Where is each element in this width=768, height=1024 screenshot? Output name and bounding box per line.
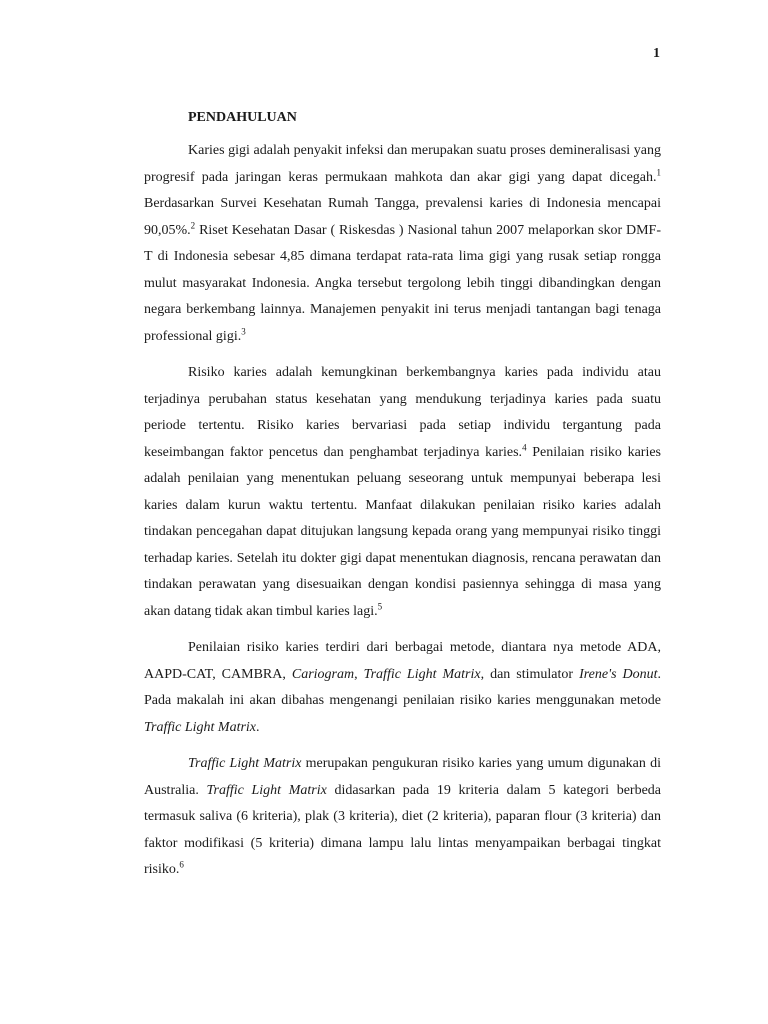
paragraphs-container — [144, 138, 661, 884]
italic-term: Traffic Light Matrix — [188, 756, 302, 771]
document-body — [144, 108, 661, 894]
paragraph-text: Risiko karies adalah kemungkinan berkembangnya karies pada individu atau terjadinya perubahan status kesehatan yang mendukung terjadinya karies pada suatu periode tertentu. Risiko karies bervariasi pada setiap individu tergantung pada keseimbangan faktor pencetus dan penghambat terjadinya karies. — [144, 365, 661, 460]
paragraph-text: . — [256, 719, 260, 735]
italic-term: Traffic Light Matrix — [206, 782, 327, 798]
footnote-reference: 3 — [241, 325, 246, 336]
paragraph-text: Karies gigi adalah penyakit infeksi dan merupakan suatu proses demineralisasi yang progresif pada jaringan keras permukaan mahkota dan akar gigi yang dapat dicegah. — [144, 143, 661, 185]
footnote-reference: 1 — [656, 166, 661, 177]
paragraph-text: . Pada makalah ini akan dibahas mengenangi penilaian risiko karies menggunakan metode — [144, 666, 662, 708]
paragraph-text: , — [354, 666, 364, 682]
paragraph-text: , dan stimulator — [480, 666, 580, 682]
paragraph-text: merupakan pengukuran risiko karies yang umum digunakan di Australia. — [144, 756, 661, 798]
italic-term: Cariogram — [291, 666, 355, 682]
body-paragraph — [144, 635, 661, 741]
paragraph-text: didasarkan pada 19 kriteria dalam 5 kategori berbeda termasuk saliva (6 kriteria), plak (3 kriteria), diet (2 kriteria), paparan flour (3 kriteria) dan faktor modifikasi (5 kriteria) dimana lampu lalu lintas menyampaikan berbagai tingkat risiko. — [144, 782, 661, 877]
section-heading: PENDAHULUAN — [188, 110, 297, 125]
footnote-reference: 4 — [522, 441, 527, 452]
page-number: 1 — [653, 46, 660, 61]
body-paragraph — [144, 751, 661, 884]
footnote-reference: 6 — [179, 859, 184, 870]
paragraph-text: Riset Kesehatan Dasar ( Riskesdas ) Nasional tahun 2007 melaporkan skor DMF-T di Indonesia sebesar 4,85 dimana terdapat rata-rata lima gigi yang rusak setiap rongga mulut masyarakat Indonesia. Angka tersebut tergolong lebih tinggi dibandingkan dengan negara berkembang lainnya. Manajemen penyakit ini terus menjadi tantangan bagi tenaga professional gigi. — [144, 222, 661, 344]
footnote-reference: 5 — [377, 600, 383, 611]
italic-term: Traffic Light Matrix — [144, 719, 257, 735]
paragraph-text: Berdasarkan Survei Kesehatan Rumah Tangga, prevalensi karies di Indonesia mencapai 90,05%. — [144, 196, 661, 238]
paragraph-text: Penilaian risiko karies terdiri dari berbagai metode, diantara nya metode ADA, AAPD-CAT, CAMBRA, — [144, 640, 661, 682]
body-paragraph — [144, 360, 661, 625]
italic-term: Irene's Donut — [579, 666, 658, 682]
footnote-reference: 2 — [190, 219, 196, 230]
paragraph-text: Penilaian risiko karies adalah penilaian yang menentukan peluang seseorang untuk mempunyai beberapa lesi karies dalam kurun waktu tertentu. Manfaat dilakukan penilaian risiko karies adalah tindakan pencegahan dapat ditujukan langsung kepada orang yang mempunyai risiko tinggi terhadap karies. Setelah itu dokter gigi dapat menentukan diagnosis, rencana perawatan dan tindakan perawatan yang disesuaikan dengan kondisi pasiennya sehingga di masa yang akan datang tidak akan timbul karies lagi. — [144, 444, 661, 619]
body-paragraph — [144, 138, 661, 350]
italic-term: Traffic Light Matrix — [363, 666, 481, 682]
